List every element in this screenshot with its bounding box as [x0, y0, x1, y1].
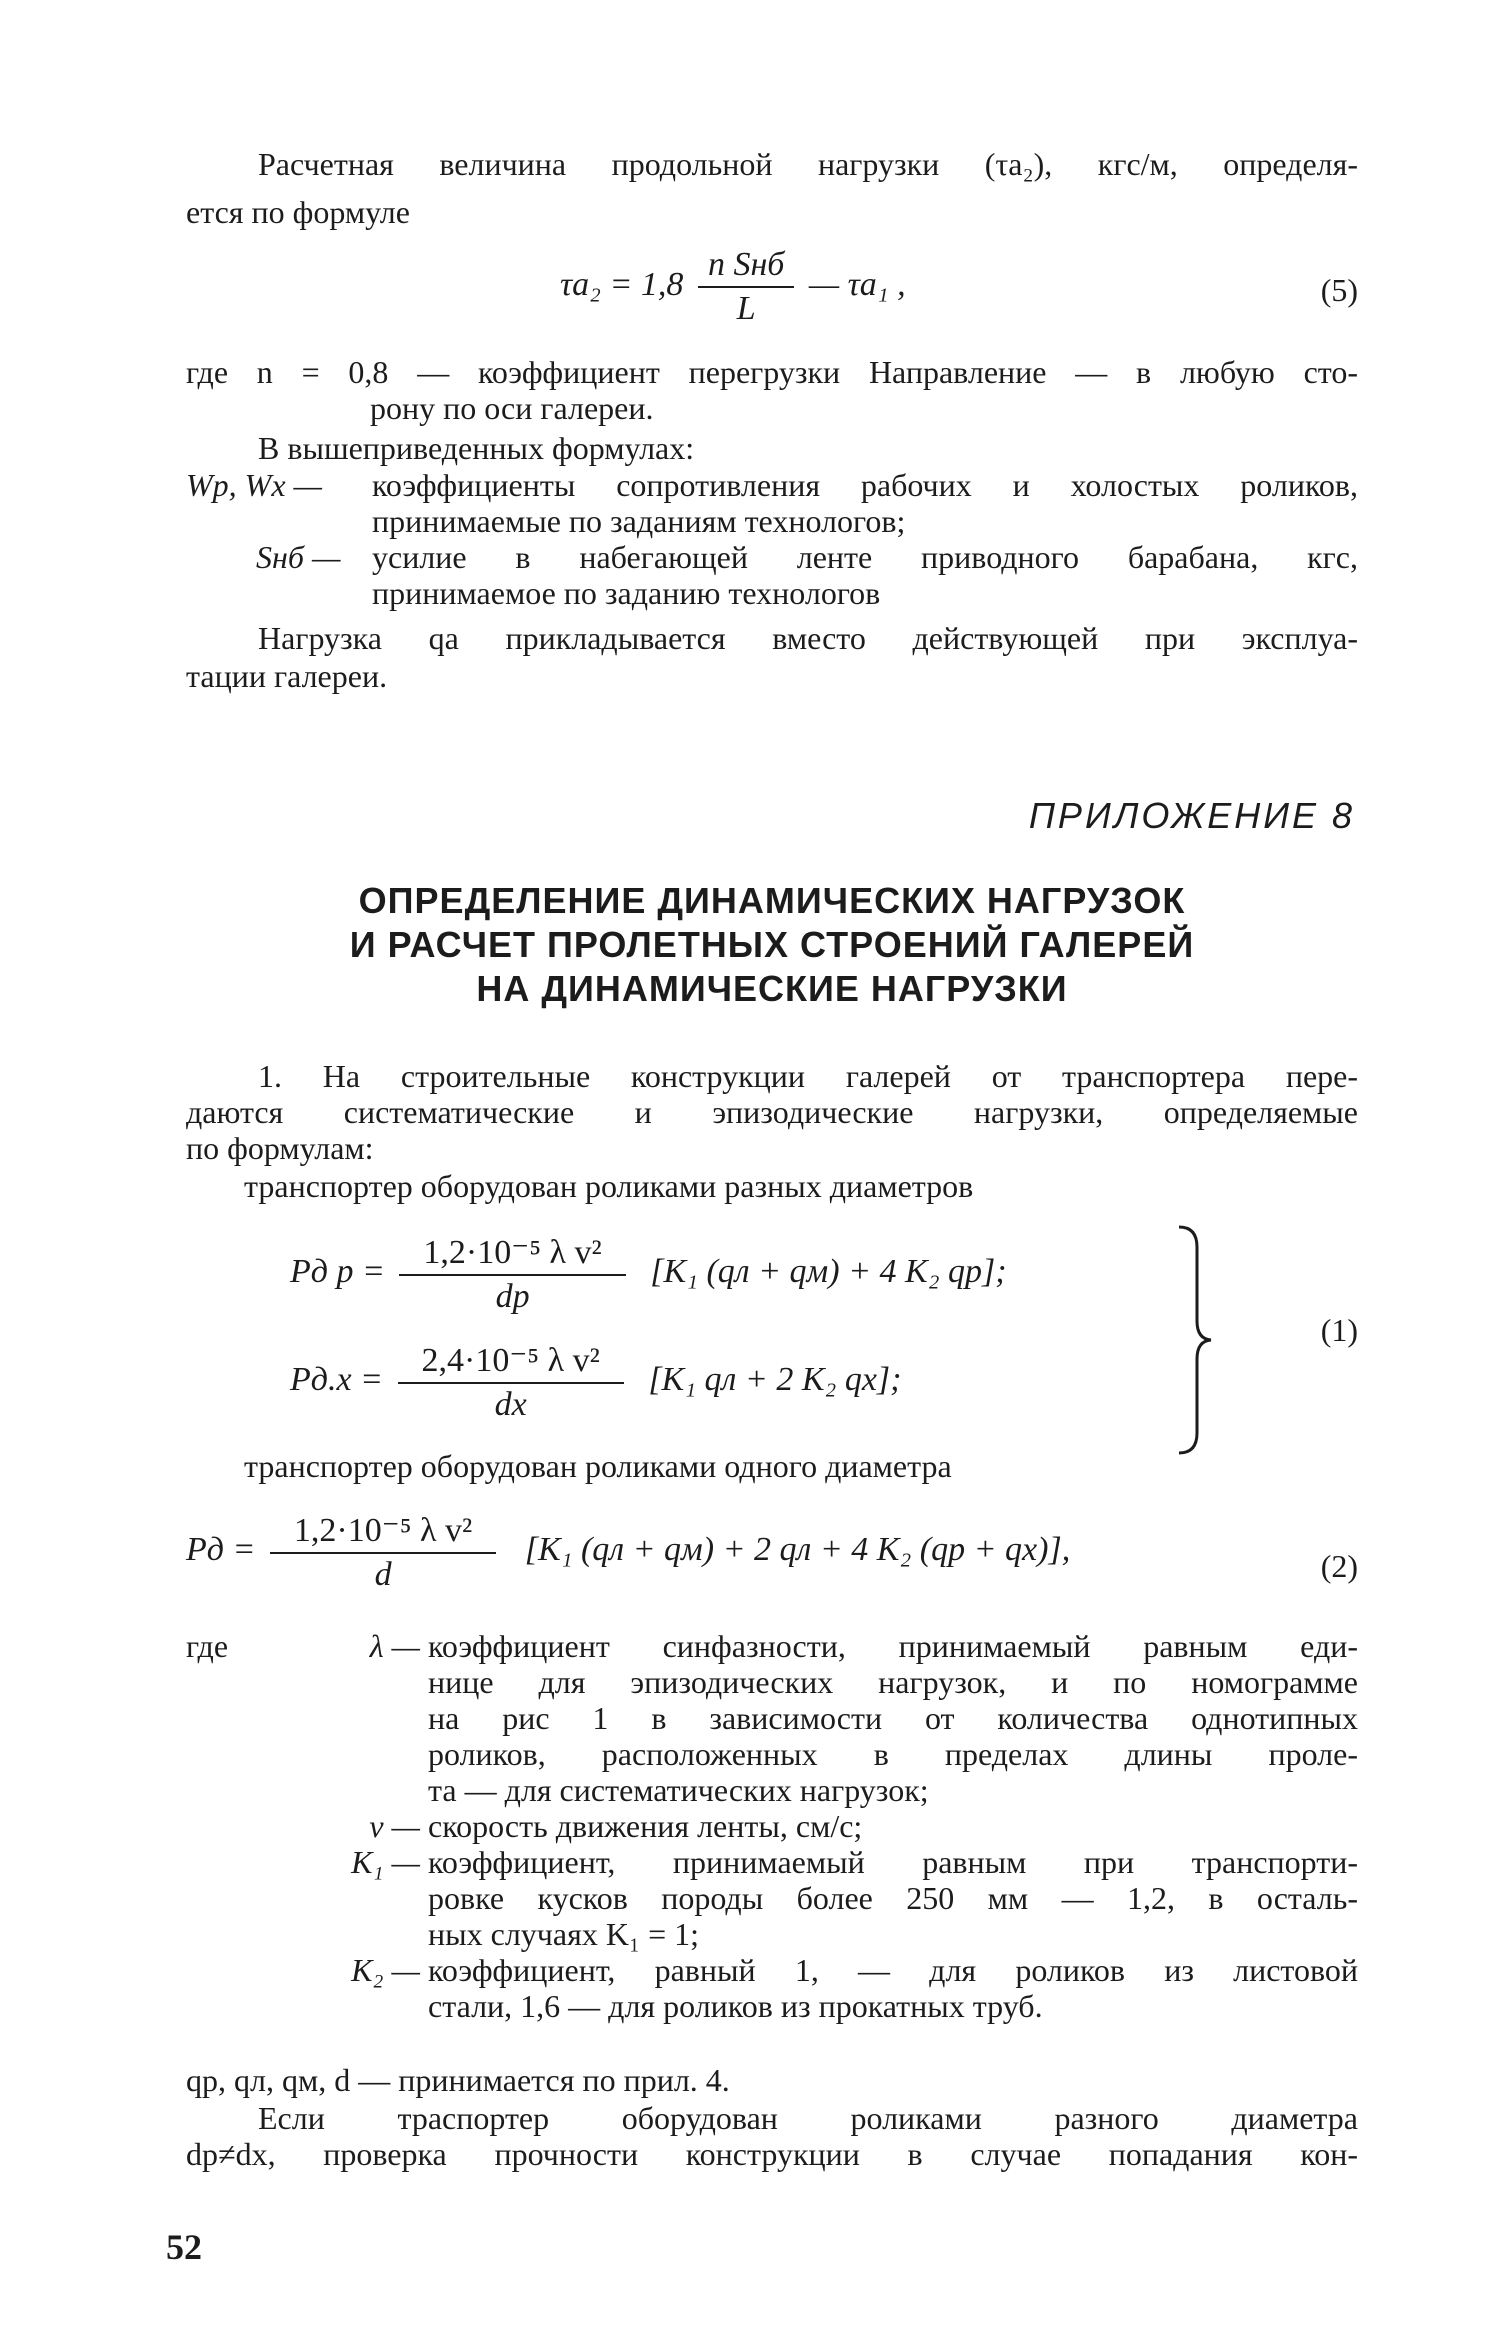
def-k1-line: коэффициент, принимаемый равным при транспорти-	[428, 1844, 1358, 1880]
def-v-term: v —	[369, 1808, 420, 1844]
formula-1a	[290, 1232, 1007, 1316]
page-number: 52	[166, 2227, 202, 2267]
def-s-line1: усилие в набегающей ленте приводного барабана, кгс,	[372, 539, 1358, 575]
section-heading-line3: НА ДИНАМИЧЕСКИЕ НАГРУЗКИ	[476, 968, 1068, 1009]
def-lambda-line: коэффициент синфазности, принимаемый равным еди-	[428, 1628, 1358, 1664]
formula-2-fraction	[270, 1510, 496, 1594]
def-w	[186, 467, 1358, 539]
where2-definitions	[340, 1628, 1358, 2024]
where5-line2: рону по оси галереи.	[370, 390, 654, 426]
formula-1b	[290, 1340, 901, 1424]
where2-label: где	[186, 1628, 229, 1664]
appendix-label: ПРИЛОЖЕНИЕ 8	[1028, 795, 1355, 836]
item1-line2: даются систематические и эпизодические нагрузки, определяемые	[186, 1094, 1358, 1130]
formula-1a-denominator: dр	[495, 1278, 530, 1315]
item1-line1: 1. На строительные конструкции галерей от транспортера пере-	[258, 1058, 1358, 1094]
def-lambda-line: роликов, расположенных в пределах длины проле-	[428, 1736, 1358, 1772]
def-k1	[340, 1844, 1358, 1952]
final-line2: dр≠dх, проверка прочности конструкции в случае попадания кон-	[186, 2136, 1358, 2172]
formula-5-rhs: — τa₁ ,	[808, 265, 906, 303]
def-s-term: Sнб —	[256, 539, 341, 575]
def-v-line: скорость движения ленты, см/с;	[428, 1808, 863, 1844]
formula-2	[186, 1510, 1070, 1594]
formula-1b-denominator: dх	[494, 1386, 527, 1423]
section-heading-line1: ОПРЕДЕЛЕНИЕ ДИНАМИЧЕСКИХ НАГРУЗОК	[358, 880, 1186, 921]
formula-1-number: (1)	[1320, 1312, 1358, 1348]
formula-5	[560, 246, 906, 328]
def-s-line2: принимаемое по заданию технологов	[372, 575, 881, 611]
section-heading-line2: И РАСЧЕТ ПРОЛЕТНЫХ СТРОЕНИЙ ГАЛЕРЕЙ	[349, 924, 1195, 965]
def-k1-line: ных случаях K₁ = 1;	[428, 1916, 700, 1952]
formula-2-rhs: [K₁ (qл + qм) + 2 qл + 4 K₂ (qр + qх)],	[524, 1530, 1071, 1568]
load-note-line1: Нагрузка qa прикладывается вместо действующей при эксплуа-	[258, 620, 1358, 656]
def-lambda-line: та — для систематических нагрузок;	[428, 1772, 929, 1808]
formula-1b-numerator: 2,4·10⁻⁵ λ v²	[398, 1340, 624, 1384]
formula-1b-fraction	[398, 1340, 624, 1424]
formula-5-numerator: n Sнб	[698, 246, 794, 288]
def-lambda-line: нице для эпизодических нагрузок, и по номограмме	[428, 1664, 1358, 1700]
formula-2-denominator: d	[374, 1556, 392, 1593]
formula-5-lhs: τa₂ = 1,8	[560, 265, 684, 303]
formula-1a-fraction	[399, 1232, 625, 1316]
load-note-line2: тации галереи.	[186, 658, 388, 694]
para1-line2: ется по формуле	[186, 194, 410, 230]
right-brace-icon	[1175, 1225, 1215, 1455]
def-k2-line: коэффициент, равный 1, — для роликов из листовой	[428, 1952, 1358, 1988]
def-k2	[340, 1952, 1358, 2024]
formula-1a-lhs: Pд р =	[290, 1252, 385, 1290]
formula-2-numerator: 1,2·10⁻⁵ λ v²	[270, 1510, 496, 1554]
formula-2-number: (2)	[1320, 1548, 1358, 1584]
def-w-line1: коэффициенты сопротивления рабочих и холостых роликов,	[372, 467, 1358, 503]
formula-1b-rhs: [K₁ qл + 2 K₂ qх];	[648, 1360, 902, 1398]
formula-5-number: (5)	[1320, 272, 1358, 308]
item1-line3: по формулам:	[186, 1130, 374, 1166]
def-lambda-line: на рис 1 в зависимости от количества однотипных	[428, 1700, 1358, 1736]
def-k1-term: K₁ —	[351, 1844, 420, 1880]
above-intro: В вышеприведенных формулах:	[258, 430, 695, 466]
item1-line4: транспортер оборудован роликами разных диаметров	[244, 1168, 974, 1204]
def-k2-line: стали, 1,6 — для роликов из прокатных труб.	[428, 1988, 1043, 2024]
def-lambda	[340, 1628, 1358, 1808]
one-diameter-text: транспортер оборудован роликами одного диаметра	[244, 1448, 952, 1484]
final-line1: Если траспортер оборудован роликами разного диаметра	[258, 2100, 1358, 2136]
def-w-term: Wр, Wх —	[186, 467, 322, 503]
formula-5-fraction	[698, 246, 794, 328]
formula-1a-numerator: 1,2·10⁻⁵ λ v²	[399, 1232, 625, 1276]
def-k1-line: ровке кусков породы более 250 мм — 1,2, в осталь-	[428, 1880, 1358, 1916]
def-k2-term: K₂ —	[351, 1952, 420, 1988]
def-w-line2: принимаемые по заданиям технологов;	[372, 503, 906, 539]
formula-2-lhs: Pд =	[186, 1530, 256, 1568]
q-definition: qр, qл, qм, d — принимается по прил. 4.	[186, 2062, 730, 2098]
where5-line1: где n = 0,8 — коэффициент перегрузки Направление — в любую сто-	[186, 354, 1358, 390]
formula-1b-lhs: Pд.х =	[290, 1360, 384, 1398]
def-lambda-term: λ —	[369, 1628, 420, 1664]
para1-line1: Расчетная величина продольной нагрузки (τa₂), кгс/м, определя-	[258, 146, 1358, 182]
def-v	[340, 1808, 1358, 1844]
formula-1a-rhs: [K₁ (qл + qм) + 4 K₂ qр];	[650, 1252, 1007, 1290]
formula-5-denominator: L	[736, 290, 756, 327]
def-s	[256, 539, 1358, 611]
